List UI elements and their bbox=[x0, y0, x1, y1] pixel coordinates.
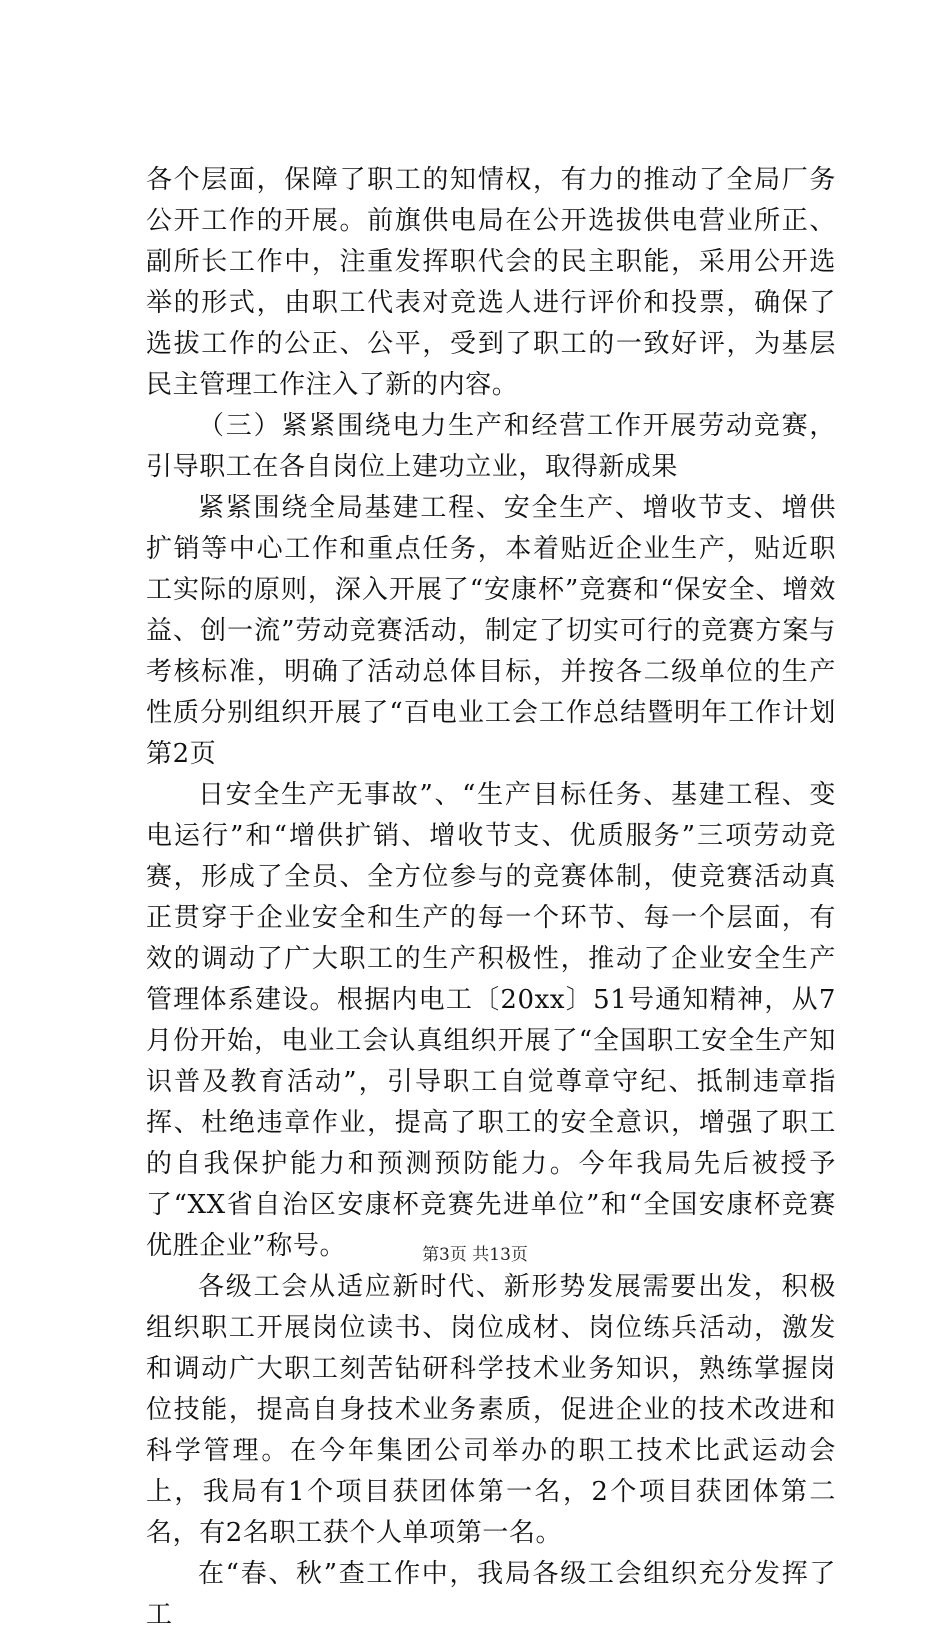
paragraph: 在“春、秋”查工作中，我局各级工会组织充分发挥了工 bbox=[146, 1559, 836, 1630]
paragraph: 各级工会从适应新时代、新形势发展需要出发，积极组织职工开展岗位读书、岗位成材、岗位练兵活动，激发和调动广大职工刻苦钻研科学技术业务知识，熟练掌握岗位技能，提高自身技术业务素质，促进企业的技术改进和科学管理。在今年集团公司举办的职工技术比武运动会上，我局有1个项目获团体第一名，2个项目获团体第二名，有2名职工获个人单项第一名。 bbox=[146, 1272, 836, 1548]
paragraph: 紧紧围绕全局基建工程、安全生产、增收节支、增供扩销等中心工作和重点任务，本着贴近企业生产，贴近职工实际的原则，深入开展了“安康杯”竞赛和“保安全、增效益、创一流”劳动竞赛活动，制定了切实可行的竞赛方案与考核标准，明确了活动总体目标，并按各二级单位的生产性质分别组织开展了“百电业工会工作总结暨明年工作计划第2页 bbox=[146, 493, 836, 769]
page-footer: 第3页 共13页 bbox=[422, 1245, 528, 1265]
document-body bbox=[146, 160, 836, 1636]
paragraph-continuation: 各个层面，保障了职工的知情权，有力的推动了全局厂务公开工作的开展。前旗供电局在公开选拔供电营业所正、副所长工作中，注重发挥职代会的民主职能，采用公开选举的形式，由职工代表对竞选人进行评价和投票，确保了选拔工作的公正、公平，受到了职工的一致好评，为基层民主管理工作注入了新的内容。 bbox=[146, 165, 836, 400]
section-heading: （三）紧紧围绕电力生产和经营工作开展劳动竞赛，引导职工在各自岗位上建功立业，取得新成果 bbox=[146, 411, 836, 482]
paragraph: 日安全生产无事故”、“生产目标任务、基建工程、变电运行”和“增供扩销、增收节支、优质服务”三项劳动竞赛，形成了全员、全方位参与的竞赛体制，使竞赛活动真正贯穿于企业安全和生产的每一个环节、每一个层面，有效的调动了广大职工的生产积极性，推动了企业安全生产管理体系建设。根据内电工〔20xx〕51号通知精神，从7月份开始，电业工会认真组织开展了“全国职工安全生产知识普及教育活动”，引导职工自觉尊章守纪、抵制违章指挥、杜绝违章作业，提高了职工的安全意识，增强了职工的自我保护能力和预测预防能力。今年我局先后被授予了“XX省自治区安康杯竞赛先进单位”和“全国安康杯竞赛优胜企业”称号。 bbox=[146, 780, 836, 1261]
